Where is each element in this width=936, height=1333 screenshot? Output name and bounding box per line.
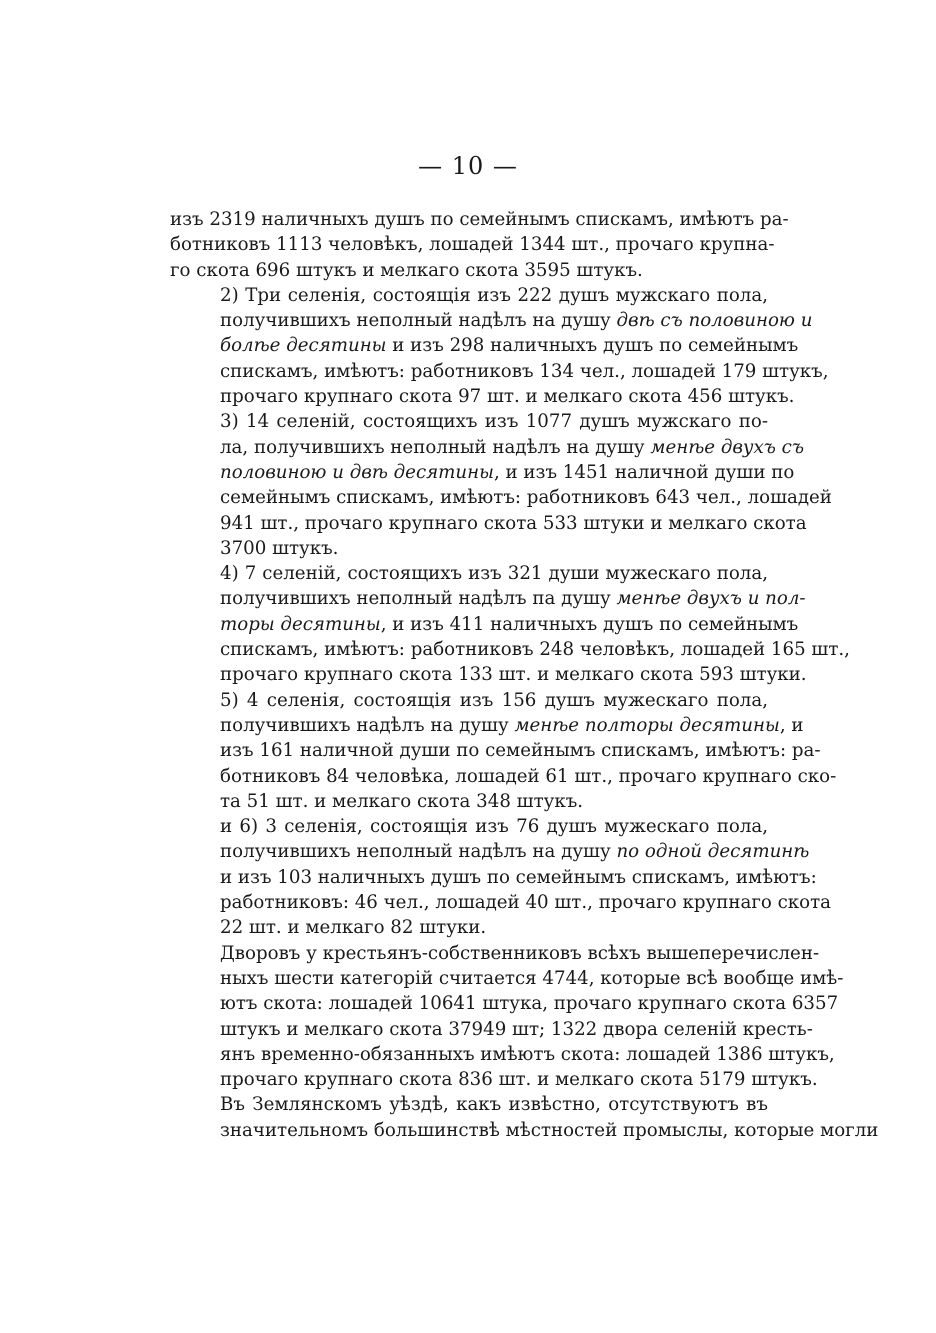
text-run: ла, получившихъ неполный надѣлъ на душу [220,436,651,458]
text-run: 3700 штукъ. [220,537,339,559]
text-line [170,814,768,839]
text-run: и изъ 103 наличныхъ душъ по семейнымъ спискамъ, имѣютъ: [220,866,817,888]
text-run: получившихъ неполный надѣлъ на душу [220,841,617,863]
text-run: , и [779,714,804,736]
text-line [170,1067,818,1092]
text-line [170,966,844,991]
text-run: 22 шт. и мелкаго 82 штуки. [220,917,487,939]
text-column [170,207,879,1143]
text-run: штукъ и мелкаго скота 37949 шт; 1322 двора селеній кресть- [220,1018,813,1040]
text-line [170,713,804,738]
paragraph [170,1092,879,1143]
text-run: семейнымъ спискамъ, имѣютъ: работниковъ 643 чел., лошадей [220,487,832,509]
text-run: 2) Три селенія, состоящія изъ 222 душъ мужскаго пола, [220,284,768,306]
text-line [170,890,832,915]
text-line [170,637,850,662]
text-run: получившихъ надѣлъ на душу [220,714,515,736]
text-run: получившихъ неполный надѣлъ на душу [220,310,617,332]
text-run: го скота 696 штукъ и мелкаго скота 3595 штукъ. [170,259,643,281]
paragraph [170,409,832,561]
text-line [170,612,799,637]
text-run: та 51 шт. и мелкаго скота 348 штукъ. [220,790,584,812]
text-line [170,536,768,561]
paragraph [170,941,844,1093]
text-line [170,384,795,409]
italic-text: менѣе двухъ и пол- [616,588,806,610]
text-run: ныхъ шести категорій считается 4744, которые всѣ вообще имѣ- [220,967,844,989]
text-run: прочаго крупнаго скота 836 шт. и мелкаго скота 5179 штукъ. [220,1069,818,1091]
text-line [170,283,768,308]
paragraph [170,283,829,409]
text-line [170,308,813,333]
text-run: прочаго крупнаго скота 97 шт. и мелкаго скота 456 штукъ. [220,386,795,408]
text-run: ботниковъ 84 человѣка, лошадей 61 шт., прочаго крупнаго ско- [220,765,837,787]
text-line [170,1118,879,1143]
text-line [170,359,829,384]
text-run: янъ временно-обязанныхъ имѣютъ скота: лошадей 1386 штукъ, [220,1043,835,1065]
text-line [170,738,821,763]
text-run: получившихъ неполный надѣлъ па душу [220,588,617,610]
text-run: , и изъ 1451 наличной души по [493,461,795,483]
text-line [170,511,807,536]
text-line [170,1092,768,1117]
text-line [170,333,799,358]
paragraph [170,814,832,940]
text-run: изъ 2319 наличныхъ душъ по семейнымъ спискамъ, имѣютъ ра- [170,209,789,230]
italic-text: болѣе десятины [220,335,387,357]
italic-text: половиною и двѣ десятины [220,461,494,483]
text-run: Въ Землянскомъ уѣздѣ, какъ извѣстно, отсутствуютъ въ [220,1094,768,1116]
text-run: 4) 7 селеній, состоящихъ изъ 321 души мужескаго пола, [220,563,768,585]
text-line [170,941,820,966]
text-line [170,258,768,283]
page-number: — 10 — [418,152,518,180]
italic-text: по одной десятинѣ [616,841,810,863]
italic-text: менѣе полторы десятины [514,714,780,736]
italic-text: торы десятины [220,613,381,635]
text-line [170,662,807,687]
text-run: работниковъ: 46 чел., лошадей 40 шт., прочаго крупнаго скота [220,892,832,914]
text-run: ботниковъ 1113 человѣкъ, лошадей 1344 шт., прочаго крупна- [170,234,775,256]
text-run: , и изъ 411 наличныхъ душъ по семейнымъ [380,613,799,635]
text-run: прочаго крупнаго скота 133 шт. и мелкаго скота 593 штуки. [220,664,807,686]
text-run: и 6) 3 селенія, состоящія изъ 76 душъ мужескаго пола, [220,816,768,838]
text-run: спискамъ, имѣютъ: работниковъ 134 чел., лошадей 179 штукъ, [220,360,829,382]
text-line [170,789,768,814]
text-run: 5) 4 селенія, состоящія изъ 156 душъ мужескаго пола, [220,689,768,711]
italic-text: двѣ съ половиною и [616,310,813,332]
paragraph [170,561,850,687]
text-run: 941 шт., прочаго крупнаго скота 533 штуки и мелкаго скота [220,512,807,534]
text-line [170,839,810,864]
text-run: ютъ скота: лошадей 10641 штука, прочаго крупнаго скота 6357 [220,993,839,1015]
text-run: 3) 14 селеній, состоящихъ изъ 1077 душъ мужскаго по- [220,411,768,433]
text-line [170,586,806,611]
text-line [170,232,775,257]
text-line [170,460,795,485]
text-line [170,561,768,586]
text-run: значительномъ большинствѣ мѣстностей промыслы, которые могли [220,1119,879,1141]
italic-text: менѣе двухъ съ [650,436,804,458]
text-line [170,485,832,510]
text-line [170,688,768,713]
text-line [170,435,804,460]
text-run: изъ 161 наличной души по семейнымъ спискамъ, имѣютъ: ра- [220,740,821,762]
text-run: спискамъ, имѣютъ: работниковъ 248 человѣкъ, лошадей 165 шт., [220,639,850,661]
text-line [170,764,837,789]
text-line [170,1042,835,1067]
text-line [170,915,768,940]
text-run: и изъ 298 наличныхъ душъ по семейнымъ [386,335,799,357]
text-line [170,991,839,1016]
text-line [170,207,789,232]
text-line [170,865,817,890]
text-run: Дворовъ у крестьянъ-собственниковъ всѣхъ вышеперечислен- [220,942,820,964]
paragraph [170,207,789,283]
text-line [170,409,768,434]
paragraph [170,688,837,814]
text-line [170,1017,813,1042]
